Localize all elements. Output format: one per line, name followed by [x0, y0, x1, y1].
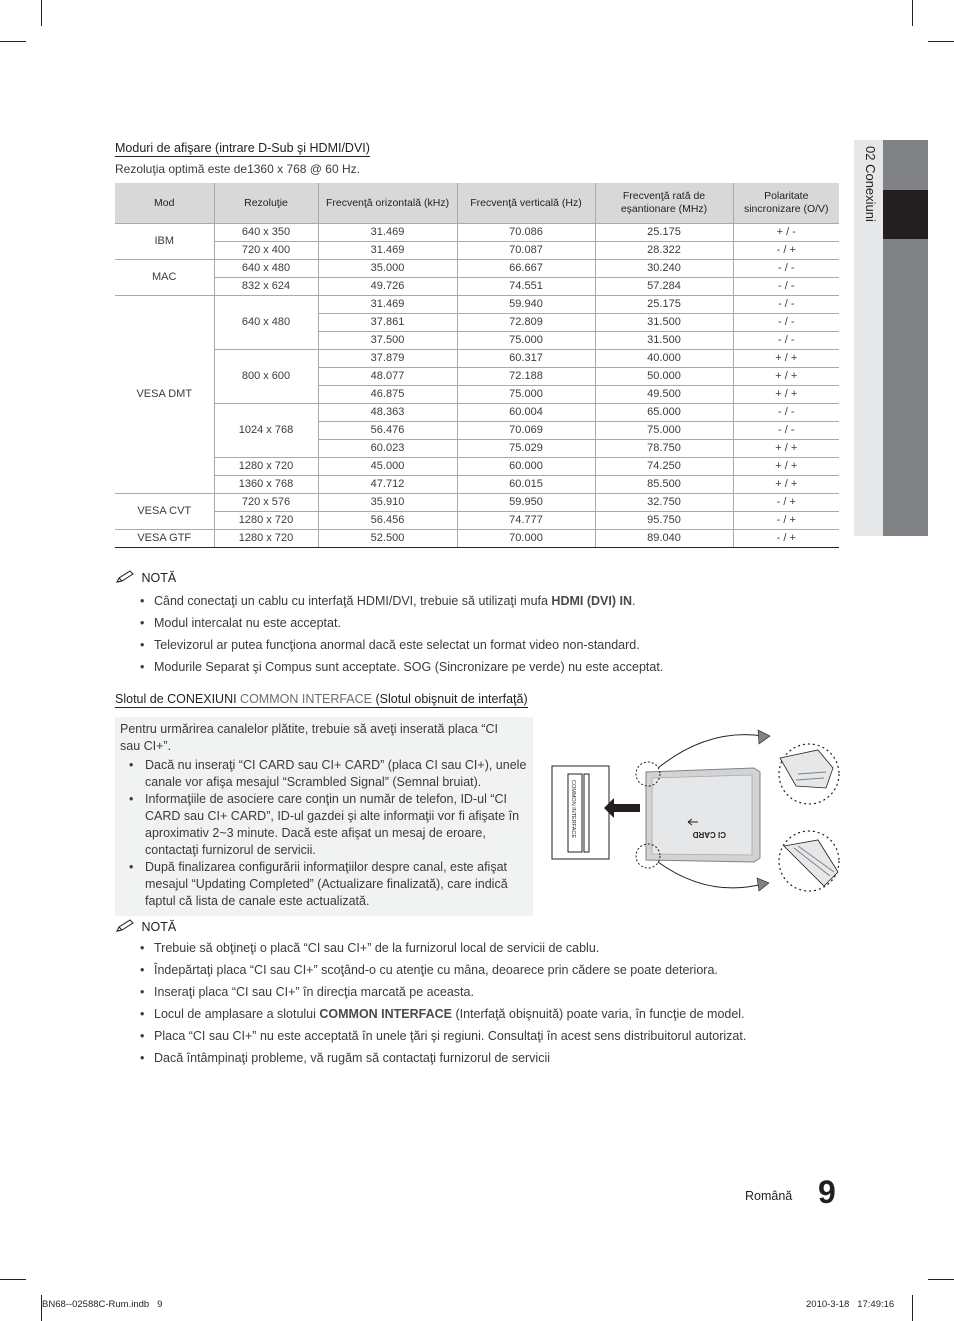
table-cell: 30.240: [595, 260, 733, 278]
mode-cell: VESA DMT: [115, 296, 214, 494]
table-cell: 25.175: [595, 224, 733, 242]
table-cell: 48.077: [318, 368, 457, 386]
ci-card-face: [652, 775, 752, 855]
table-cell: - / -: [733, 296, 839, 314]
table-cell: 59.950: [457, 494, 595, 512]
table-row: [115, 224, 839, 242]
table-row: [115, 530, 839, 548]
crop-mark: [0, 1279, 26, 1280]
list-item: • Dacă întâmpinaţi probleme, vă rugăm să contactaţi furnizorul de servicii: [115, 1047, 746, 1069]
list-item: • Informaţiile de asociere care conţin un număr de telefon, ID-ul “CI CARD sau CI+ CARD”, ID-ul gazdei şi alte informaţii vor fi afişate în aproximativ 2~3 minute. Dacă este afişat un mesaj de eroare, contactaţi furnizorul de servicii.: [120, 791, 528, 859]
list-item: • Inseraţi placa “CI sau CI+” în direcţia marcată pe aceasta.: [115, 981, 746, 1003]
header-horizontal-freq: Frecvenţă orizontală (kHz): [318, 183, 457, 224]
table-cell: 75.000: [595, 422, 733, 440]
table-cell: 75.000: [457, 386, 595, 404]
table-cell: 35.910: [318, 494, 457, 512]
table-cell: - / +: [733, 494, 839, 512]
table-cell: 31.500: [595, 314, 733, 332]
note-text: Locul de amplasare a slotului: [154, 1007, 320, 1021]
resolution-cell: 1024 x 768: [214, 404, 318, 458]
ci-section-title: [115, 692, 528, 708]
side-tab-marker: [883, 190, 928, 239]
pencil-icon: [115, 919, 137, 933]
header-resolution: Rezoluţie: [214, 183, 318, 224]
list-item: • Modul intercalat nu este acceptat.: [115, 612, 663, 634]
table-cell: 59.940: [457, 296, 595, 314]
footer-timestamp: 2010-3-18 17:49:16: [806, 1299, 895, 1310]
table-cell: 60.000: [457, 458, 595, 476]
ci-title-text: Slotul de CONEXIUNI: [115, 692, 241, 706]
table-cell: 74.777: [457, 512, 595, 530]
table-cell: 74.250: [595, 458, 733, 476]
table-cell: + / +: [733, 440, 839, 458]
side-tab-label: 02 Conexiuni: [863, 146, 878, 222]
table-cell: + / -: [733, 224, 839, 242]
table-cell: 65.000: [595, 404, 733, 422]
list-item: • Trebuie să obţineţi o placă “CI sau CI+” de la furnizorul local de servicii de cablu.: [115, 937, 746, 959]
note-text: Când conectaţi un cablu cu interfaţă HDMI/DVI, trebuie să utilizaţi mufa: [154, 594, 552, 608]
table-cell: 70.087: [457, 242, 595, 260]
table-cell: 25.175: [595, 296, 733, 314]
slot-opening: [584, 774, 589, 852]
detail-arrow: [658, 862, 763, 888]
ci-intro: Pentru urmărirea canalelor plătite, trebuie să aveţi inserată placa “CI sau CI+”.: [120, 722, 498, 753]
table-row: [115, 350, 839, 368]
table-cell: 57.284: [595, 278, 733, 296]
crop-mark: [0, 41, 26, 42]
display-modes-title-text: Moduri de afişare (intrare D-Sub şi HDMI/DVI): [115, 141, 370, 155]
header-vertical-freq: Frecvenţă verticală (Hz): [457, 183, 595, 224]
table-cell: - / +: [733, 242, 839, 260]
table-cell: 31.469: [318, 224, 457, 242]
list-item: • Modurile Separat şi Compus sunt acceptate. SOG (Sincronizare pe verde) nu este acceptat.: [115, 656, 663, 678]
ci-card-illustration: [548, 728, 843, 898]
note-bold-text: COMMON INTERFACE: [319, 1007, 453, 1021]
list-item: [115, 1003, 746, 1025]
footer-language: Română: [745, 1189, 793, 1203]
header-mod: Mod: [115, 183, 214, 224]
resolution-cell: 640 x 350: [214, 224, 318, 242]
table-cell: - / +: [733, 512, 839, 530]
list-item: • Dacă nu inseraţi “CI CARD sau CI+ CARD” (placa CI sau CI+), unele canale vor afişa mesajul “Scrambled Signal” (Semnal bruiat).: [120, 757, 528, 791]
table-cell: 70.000: [457, 530, 595, 548]
table-cell: 40.000: [595, 350, 733, 368]
table-cell: 37.879: [318, 350, 457, 368]
display-modes-table: [115, 183, 839, 548]
detail-arrow: [658, 735, 763, 768]
table-cell: 56.456: [318, 512, 457, 530]
resolution-cell: 640 x 480: [214, 260, 318, 278]
table-row: [115, 512, 839, 530]
table-cell: 45.000: [318, 458, 457, 476]
pencil-icon: [115, 570, 137, 584]
resolution-cell: 1280 x 720: [214, 530, 318, 548]
table-cell: + / +: [733, 368, 839, 386]
note-heading: [115, 569, 176, 587]
table-row: [115, 278, 839, 296]
table-cell: 60.317: [457, 350, 595, 368]
crop-mark: [912, 0, 913, 26]
mode-cell: IBM: [115, 224, 214, 260]
resolution-cell: 1280 x 720: [214, 458, 318, 476]
list-item: • Îndepărtaţi placa “CI sau CI+” scoţând-o cu atenţie cu mâna, deoarece prin cădere se poate deteriora.: [115, 959, 746, 981]
table-row: [115, 494, 839, 512]
note-text: (Interfaţă obişnuită) poate varia, în funcţie de model.: [452, 1007, 745, 1021]
table-cell: 48.363: [318, 404, 457, 422]
table-cell: 74.551: [457, 278, 595, 296]
table-cell: 52.500: [318, 530, 457, 548]
note-bold-text: HDMI (DVI) IN: [551, 594, 632, 608]
table-cell: - / -: [733, 278, 839, 296]
note-label: NOTĂ: [141, 571, 177, 585]
table-cell: - / -: [733, 314, 839, 332]
list-item: [115, 590, 663, 612]
resolution-cell: 640 x 480: [214, 296, 318, 350]
list-item: • Placa “CI sau CI+” nu este acceptată în unele ţări şi regiuni. Consultaţi în acest sens distribuitorul autorizat.: [115, 1025, 746, 1047]
table-cell: 50.000: [595, 368, 733, 386]
page-number: 9: [818, 1174, 836, 1210]
table-cell: 31.469: [318, 296, 457, 314]
table-cell: + / +: [733, 476, 839, 494]
resolution-cell: 832 x 624: [214, 278, 318, 296]
table-row: [115, 404, 839, 422]
list-item: • Televizorul ar putea funcţiona anormal dacă este selectat un format video non-standard.: [115, 634, 663, 656]
mode-cell: VESA GTF: [115, 530, 214, 548]
table-cell: 60.004: [457, 404, 595, 422]
table-cell: - / -: [733, 332, 839, 350]
table-cell: 31.469: [318, 242, 457, 260]
card-label: CI CARD: [692, 830, 726, 839]
table-row: [115, 458, 839, 476]
ci-title-text: (Slotul obişnuit de interfaţă): [372, 692, 528, 706]
ci-title-highlight: COMMON INTERFACE: [240, 692, 372, 706]
table-cell: 37.861: [318, 314, 457, 332]
table-row: [115, 296, 839, 314]
table-cell: 49.500: [595, 386, 733, 404]
note-list: [115, 590, 663, 678]
table-cell: 32.750: [595, 494, 733, 512]
note-label: NOTĂ: [141, 920, 177, 934]
crop-mark: [912, 1295, 913, 1321]
table-cell: 75.000: [457, 332, 595, 350]
list-item: • După finalizarea configurării informaţiilor despre canal, este afişat mesajul “Updating Completed” (Actualizare finalizată), care indică faptul că lista de canale este actualizată.: [120, 859, 528, 910]
table-cell: + / +: [733, 458, 839, 476]
table-cell: 35.000: [318, 260, 457, 278]
table-cell: 75.029: [457, 440, 595, 458]
display-modes-title: [115, 141, 370, 157]
table-cell: 60.023: [318, 440, 457, 458]
table-cell: 78.750: [595, 440, 733, 458]
ci-list: [120, 757, 528, 910]
table-cell: 89.040: [595, 530, 733, 548]
optimal-resolution-text: Rezoluţia optimă este de1360 x 768 @ 60 Hz.: [115, 162, 360, 176]
table-cell: 49.726: [318, 278, 457, 296]
resolution-cell: 1280 x 720: [214, 512, 318, 530]
resolution-cell: 720 x 576: [214, 494, 318, 512]
crop-mark: [928, 1279, 954, 1280]
table-row: [115, 260, 839, 278]
table-cell: - / +: [733, 530, 839, 548]
crop-mark: [41, 0, 42, 26]
mode-cell: VESA CVT: [115, 494, 214, 530]
table-cell: + / +: [733, 386, 839, 404]
table-cell: - / -: [733, 260, 839, 278]
table-cell: + / +: [733, 350, 839, 368]
resolution-cell: 720 x 400: [214, 242, 318, 260]
resolution-cell: 800 x 600: [214, 350, 318, 404]
table-cell: 95.750: [595, 512, 733, 530]
table-cell: - / -: [733, 404, 839, 422]
table-cell: 66.667: [457, 260, 595, 278]
detail-arrow-head: [757, 878, 769, 891]
resolution-cell: 1360 x 768: [214, 476, 318, 494]
table-cell: 31.500: [595, 332, 733, 350]
table-cell: 46.875: [318, 386, 457, 404]
table-cell: 60.015: [457, 476, 595, 494]
table-cell: 85.500: [595, 476, 733, 494]
footer-file: BN68--02588C-Rum.indb 9: [42, 1299, 163, 1310]
table-cell: 56.476: [318, 422, 457, 440]
table-row: [115, 242, 839, 260]
note-heading: [115, 918, 176, 936]
table-cell: 37.500: [318, 332, 457, 350]
table-header-row: [115, 183, 839, 224]
table-cell: 28.322: [595, 242, 733, 260]
note-list: [115, 937, 746, 1069]
table-cell: 72.809: [457, 314, 595, 332]
table-cell: 70.086: [457, 224, 595, 242]
table-cell: 70.069: [457, 422, 595, 440]
mode-cell: MAC: [115, 260, 214, 296]
table-cell: 47.712: [318, 476, 457, 494]
header-sync-polarity: Polaritate sincronizare (O/V): [733, 183, 839, 224]
note-text: .: [631, 594, 636, 608]
table-row: [115, 476, 839, 494]
table-cell: 72.188: [457, 368, 595, 386]
header-sampling-rate: Frecvenţă rată de eşantionare (MHz): [595, 183, 733, 224]
detail-arrow-head: [758, 730, 770, 744]
crop-mark: [928, 41, 954, 42]
table-cell: - / -: [733, 422, 839, 440]
slot-label: COMMON INTERFACE: [570, 780, 576, 839]
